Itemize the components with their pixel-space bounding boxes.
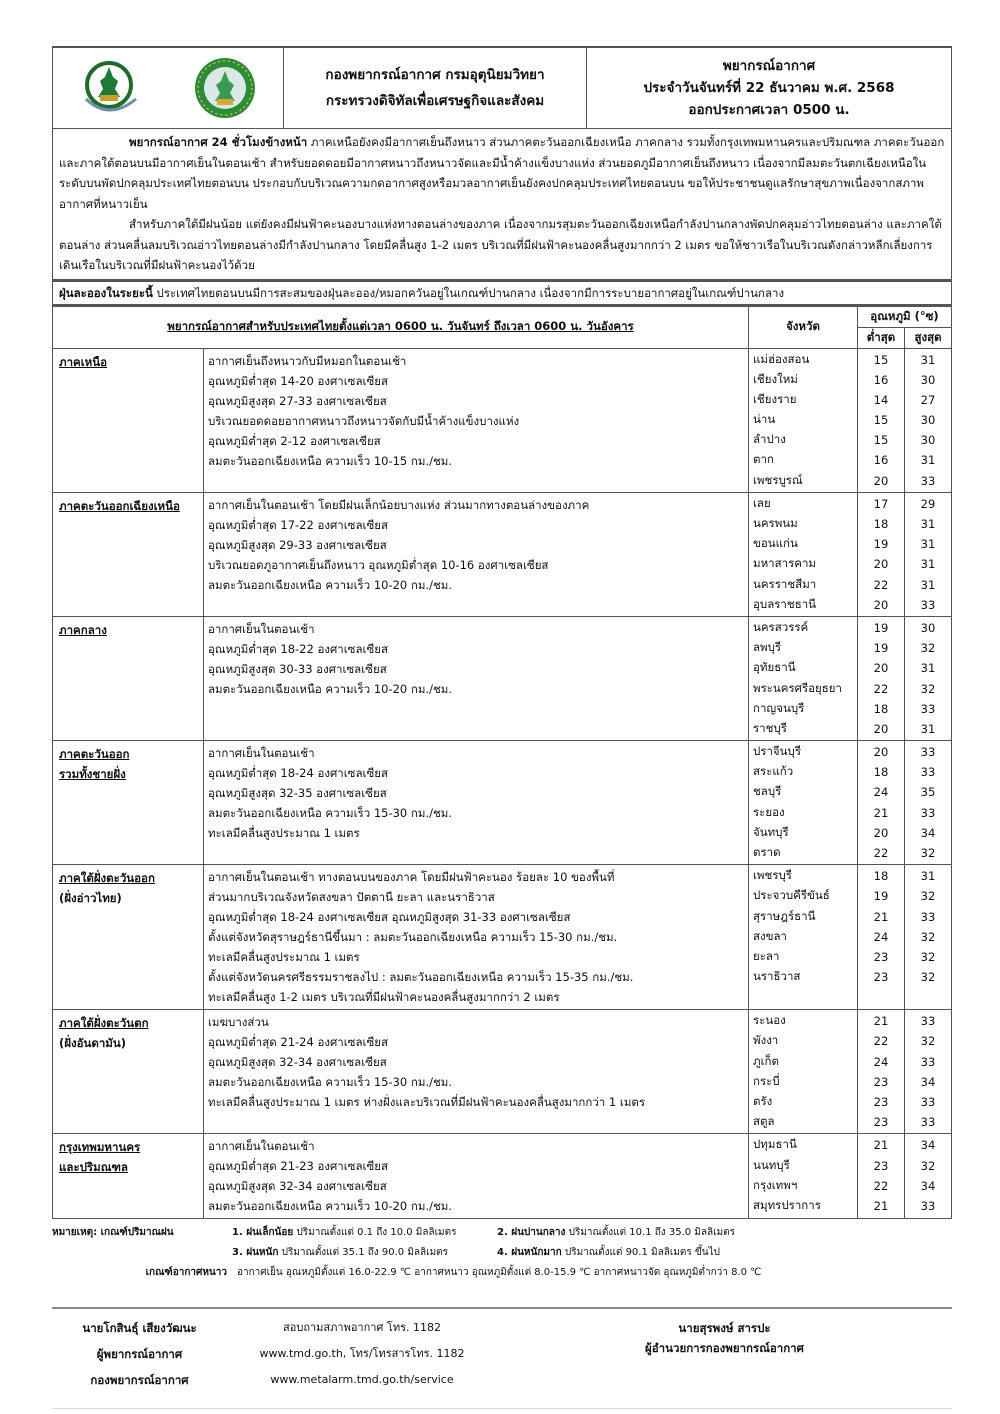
min-temp: 24 xyxy=(873,1054,889,1069)
min-temp: 23 xyxy=(873,1094,889,1109)
description-line: อุณหภูมิสูงสุด 27-33 องศาเซลเซียส xyxy=(208,393,387,408)
province-name: ระนอง xyxy=(753,1013,786,1028)
forecast-document xyxy=(52,46,952,1283)
description-line: อุณหภูมิต่ำสุด 18-24 องศาเซลเซียส อุณหภูมิสูงสุด 31-33 องศาเซลเซียส xyxy=(208,910,571,925)
region-row xyxy=(53,616,952,740)
province-name: เพชรบูรณ์ xyxy=(753,472,803,487)
min-temp-column xyxy=(858,492,905,616)
province-name: ภูเก็ต xyxy=(753,1053,779,1068)
description-line: ลมตะวันออกเฉียงเหนือ ความเร็ว 10-20 กม./ชม. xyxy=(208,1199,453,1214)
max-temp: 33 xyxy=(920,1198,936,1213)
forecast-table xyxy=(52,305,952,1220)
description-line: อุณหภูมิสูงสุด 32-34 องศาเซลเซียส xyxy=(208,1055,387,1070)
region-row xyxy=(53,1134,952,1219)
description-line: อุณหภูมิสูงสุด 30-33 องศาเซลเซียส xyxy=(208,661,387,676)
province-name: สุราษฎร์ธานี xyxy=(753,908,816,923)
province-name: ตราด xyxy=(753,845,781,859)
province-name: ยะลา xyxy=(753,948,780,963)
description-line: ตั้งแต่จังหวัดนครศรีธรรมราชลงไป : ลมตะวันออกเฉียงเหนือ ความเร็ว 15-35 กม./ชม. xyxy=(208,970,634,985)
rain-level-4 xyxy=(497,1243,720,1263)
description-line: อุณหภูมิต่ำสุด 18-22 องศาเซลเซียส xyxy=(208,641,389,656)
max-temp: 30 xyxy=(920,372,936,387)
contact-service-link[interactable]: www.metalarm.tmd.go.th/service xyxy=(270,1373,454,1386)
province-name: ประจวบคีรีขันธ์ xyxy=(753,888,830,903)
min-temp-column xyxy=(858,865,905,1010)
max-temp: 32 xyxy=(920,970,936,985)
max-temp-column xyxy=(905,492,952,616)
province-name: สตูล xyxy=(753,1114,775,1129)
description-line: อากาศเย็นในตอนเช้า ทางตอนบนของภาค โดยมีฝนฟ้าคะนอง ร้อยละ 10 ของพื้นที่ xyxy=(208,870,615,885)
province-name: อุทัยธานี xyxy=(753,660,796,675)
province-name: ตาก xyxy=(753,452,774,467)
rain-level-2 xyxy=(497,1223,735,1243)
max-temp: 31 xyxy=(920,557,936,572)
min-temp: 21 xyxy=(873,1014,889,1029)
tmd-seal-logo xyxy=(192,55,258,121)
province-name-column xyxy=(749,1134,858,1219)
description-line: อากาศเย็นในตอนเช้า โดยมีฝนเล็กน้อยบางแห่ง ส่วนมากทางตอนล่างของภาค xyxy=(208,497,590,512)
province-name: ปราจีนบุรี xyxy=(753,744,802,759)
description-line: อุณหภูมิสูงสุด 32-35 องศาเซลเซียส xyxy=(208,786,387,801)
organization-name: กองพยากรณ์อากาศ กรมอุตุนิยมวิทยา xyxy=(325,67,545,83)
province-name: นครราชสีมา xyxy=(753,576,817,591)
max-temp: 33 xyxy=(920,473,936,488)
region-name-line: (ฝั่งอันดามัน) xyxy=(59,1036,127,1051)
min-temp: 19 xyxy=(873,889,889,904)
description-line: อุณหภูมิต่ำสุด 14-20 องศาเซลเซียส xyxy=(208,373,389,388)
signature-footer xyxy=(52,1307,952,1393)
province-name: ลพบุรี xyxy=(753,640,782,655)
province-name: อุบลราชธานี xyxy=(753,596,817,611)
min-temp: 23 xyxy=(873,970,889,985)
min-temp: 20 xyxy=(873,597,889,612)
contact-website[interactable]: www.tmd.go.th, โทร/โทรสารโทร. 1182 xyxy=(259,1347,465,1360)
description-line: ลมตะวันออกเฉียงเหนือ ความเร็ว 10-20 กม./ชม. xyxy=(208,577,453,592)
description-line: ทะเลมีคลื่นสูงประมาณ 1 เมตร ห่างฝั่งและบริเวณที่มีฝนฟ้าคะนองคลื่นสูงมากกว่า 1 เมตร xyxy=(208,1095,646,1110)
forecaster-block xyxy=(52,1315,227,1393)
rain-level-1-label: 1. ฝนเล็กน้อย xyxy=(232,1227,294,1239)
max-temp-column xyxy=(905,348,952,492)
max-temp: 30 xyxy=(920,413,936,428)
province-name: นนทบุรี xyxy=(753,1157,790,1172)
province-column-header: จังหวัด xyxy=(749,306,858,349)
province-name-column xyxy=(749,348,858,492)
rain-criteria-label: หมายเหตุ: เกณฑ์ปริมาณฝน xyxy=(52,1227,174,1239)
min-temp: 18 xyxy=(873,765,889,780)
min-temp: 22 xyxy=(873,577,889,592)
description-line: อากาศเย็นในตอนเช้า xyxy=(208,621,315,636)
max-temp: 30 xyxy=(920,620,936,635)
summary-section xyxy=(52,129,952,280)
province-name: ตรัง xyxy=(753,1093,773,1108)
min-temp: 22 xyxy=(873,681,889,696)
region-name xyxy=(53,1010,204,1134)
province-name: ระยอง xyxy=(753,804,785,819)
province-name: นครพนม xyxy=(753,516,798,530)
max-temp: 34 xyxy=(920,1178,936,1193)
forecaster-role: ผู้พยากรณ์อากาศ xyxy=(96,1347,183,1361)
region-description xyxy=(204,1010,749,1134)
max-temp: 33 xyxy=(920,1115,936,1130)
ministry-seal-logo xyxy=(78,55,144,121)
region-name xyxy=(53,348,204,492)
region-row xyxy=(53,865,952,1010)
description-line: อุณหภูมิสูงสุด 32-34 องศาเซลเซียส xyxy=(208,1179,387,1194)
max-temp: 34 xyxy=(920,1138,936,1153)
province-name: มหาสารคาม xyxy=(753,556,817,571)
province-name: พระนครศรีอยุธยา xyxy=(753,680,843,695)
province-name: เชียงใหม่ xyxy=(753,371,798,386)
description-line: อุณหภูมิต่ำสุด 2-12 องศาเซลเซียส xyxy=(208,433,381,448)
region-description xyxy=(204,865,749,1010)
max-temp: 31 xyxy=(920,537,936,552)
max-temp-column xyxy=(905,616,952,740)
min-temp: 18 xyxy=(873,517,889,531)
forecaster-name: นายโกสินธุ์ เสียงวัฒนะ xyxy=(82,1321,197,1335)
region-description xyxy=(204,348,749,492)
max-temp: 33 xyxy=(920,597,936,612)
min-temp: 20 xyxy=(873,825,889,840)
description-line: อุณหภูมิสูงสุด 29-33 องศาเซลเซียส xyxy=(208,537,387,552)
max-temp: 34 xyxy=(920,825,936,840)
description-line: อุณหภูมิต่ำสุด 21-24 องศาเซลเซียส xyxy=(208,1035,389,1050)
min-temp-header: ต่ำสุด xyxy=(858,327,905,348)
max-temp: 31 xyxy=(920,352,936,367)
region-name-line: กรุงเทพมหานคร xyxy=(59,1140,141,1155)
province-name: พังงา xyxy=(753,1033,779,1048)
min-temp: 20 xyxy=(873,721,889,736)
director-name: นายสุรพงษ์ สารปะ xyxy=(678,1321,771,1335)
region-row xyxy=(53,492,952,616)
region-description xyxy=(204,741,749,865)
region-description xyxy=(204,1134,749,1219)
province-name: เพชรบุรี xyxy=(753,868,792,883)
director-block xyxy=(497,1315,952,1393)
min-temp: 18 xyxy=(873,869,889,884)
document-header xyxy=(52,46,952,129)
max-temp: 33 xyxy=(920,805,936,820)
region-name-line: และปริมณฑล xyxy=(59,1160,128,1175)
region-name xyxy=(53,1134,204,1219)
province-name: ชลบุรี xyxy=(753,784,782,799)
province-name-column xyxy=(749,616,858,740)
province-name: สงขลา xyxy=(753,928,788,943)
min-temp: 19 xyxy=(873,537,889,552)
province-name: กรุงเทพฯ xyxy=(753,1177,798,1192)
min-temp: 19 xyxy=(873,641,889,656)
min-temp: 23 xyxy=(873,1074,889,1089)
summary-paragraph-2: สำหรับภาคใต้มีฝนน้อย แต่ยังคงมีฝนฟ้าคะนองบางแห่งทางตอนล่างของภาค เนื่องจากมรสุมตะวันออกเฉียงเหนือกำลังปานกลางพัดปกคลุมอ่าวไทยตอนล่าง และภาคใต้ตอนล่าง ส่วนคลื่นลมบริเวณอ่าวไทยตอนล่างมีกำลังปานกลาง โดยมีคลื่นสูง 1-2 เมตร บริเวณที่มีฝนฟ้าคะนองคลื่นสูงมากกว่า 2 เมตร ขอให้ชาวเรือในบริเวณดังกล่าวหลีกเลี่ยงการเดินเรือในบริเวณที่มีฝนฟ้าคะนองไว้ด้วย xyxy=(59,217,942,272)
max-temp: 35 xyxy=(920,785,936,800)
min-temp: 22 xyxy=(873,846,889,860)
logos-cell xyxy=(53,47,284,129)
description-line: อุณหภูมิต่ำสุด 18-24 องศาเซลเซียส xyxy=(208,766,389,781)
description-line: ลมตะวันออกเฉียงเหนือ ความเร็ว 10-20 กม./ชม. xyxy=(208,681,453,696)
max-temp: 33 xyxy=(920,765,936,780)
rain-level-4-range: ปริมาณตั้งแต่ 90.1 มิลลิเมตร ขึ้นไป xyxy=(564,1247,720,1259)
min-temp: 20 xyxy=(873,661,889,676)
max-temp: 32 xyxy=(920,641,936,656)
description-line: อุณหภูมิต่ำสุด 17-22 องศาเซลเซียส xyxy=(208,517,389,532)
dust-lead: ฝุ่นละอองในระยะนี้ xyxy=(59,285,153,300)
rain-level-3 xyxy=(232,1243,497,1263)
min-temp-column xyxy=(858,741,905,865)
max-temp: 33 xyxy=(920,745,936,760)
rain-level-3-range: ปริมาณตั้งแต่ 35.1 ถึง 90.0 มิลลิเมตร xyxy=(281,1247,449,1259)
region-name-line: รวมทั้งชายฝั่ง xyxy=(59,767,126,782)
min-temp: 24 xyxy=(873,929,889,944)
province-name: ขอนแก่น xyxy=(753,536,798,551)
min-temp: 21 xyxy=(873,1198,889,1213)
notes-section xyxy=(52,1223,952,1283)
province-name: ปทุมธานี xyxy=(753,1137,797,1152)
region-name-line: ภาคใต้ฝั่งตะวันออก xyxy=(59,871,155,886)
province-name: กระบี่ xyxy=(753,1073,780,1088)
contact-phone: สอบถามสภาพอากาศ โทร. 1182 xyxy=(283,1321,441,1334)
issue-time: ออกประกาศเวลา 0500 น. xyxy=(688,102,850,118)
province-name-column xyxy=(749,1010,858,1134)
province-name: สมุทรปราการ xyxy=(753,1197,821,1212)
province-name: ราชบุรี xyxy=(753,720,787,735)
region-name-line: (ฝั่งอ่าวไทย) xyxy=(59,891,122,906)
region-row xyxy=(53,348,952,492)
min-temp-column xyxy=(858,616,905,740)
description-line: ส่วนมากบริเวณจังหวัดสงขลา ปัตตานี ยะลา และนราธิวาส xyxy=(208,890,495,905)
rain-level-2-range: ปริมาณตั้งแต่ 10.1 ถึง 35.0 มิลลิเมตร xyxy=(568,1227,736,1239)
ministry-name: กระทรวงดิจิทัลเพื่อเศรษฐกิจและสังคม xyxy=(325,93,545,109)
dust-text: ประเทศไทยตอนบนมีการสะสมของฝุ่นละออง/หมอกควันอยู่ในเกณฑ์ปานกลาง เนื่องจากมีการระบายอากาศอยู่ในเกณฑ์ปานกลาง xyxy=(156,285,785,300)
region-name xyxy=(53,616,204,740)
dust-section xyxy=(52,280,952,305)
description-line: บริเวณยอดภูอากาศเย็นถึงหนาว อุณหภูมิต่ำสุด 10-16 องศาเซลเซียส xyxy=(208,557,549,572)
min-temp: 20 xyxy=(873,745,889,760)
title-cell xyxy=(587,47,952,129)
max-temp: 31 xyxy=(920,721,936,736)
min-temp: 15 xyxy=(873,413,889,428)
rain-level-4-label: 4. ฝนหนักมาก xyxy=(497,1247,562,1259)
min-temp: 21 xyxy=(873,1138,889,1153)
region-name xyxy=(53,865,204,1010)
min-temp: 23 xyxy=(873,1115,889,1130)
rain-level-3-label: 3. ฝนหนัก xyxy=(232,1247,279,1259)
description-line: ลมตะวันออกเฉียงเหนือ ความเร็ว 10-15 กม./ชม. xyxy=(208,453,453,468)
min-temp: 15 xyxy=(873,352,889,367)
min-temp: 16 xyxy=(873,372,889,387)
min-temp: 15 xyxy=(873,433,889,448)
max-temp: 31 xyxy=(920,453,936,468)
min-temp-column xyxy=(858,348,905,492)
min-temp: 16 xyxy=(873,453,889,468)
description-line: อุณหภูมิต่ำสุด 21-23 องศาเซลเซียส xyxy=(208,1159,389,1174)
max-temp-column xyxy=(905,1010,952,1134)
max-temp: 27 xyxy=(920,392,936,407)
max-temp-column xyxy=(905,865,952,1010)
max-temp-column xyxy=(905,1134,952,1219)
min-temp: 18 xyxy=(873,701,889,716)
max-temp: 32 xyxy=(920,846,936,860)
max-temp: 33 xyxy=(920,701,936,716)
min-temp: 23 xyxy=(873,949,889,964)
summary-paragraph-1 xyxy=(59,132,945,214)
forecast-regions xyxy=(53,348,952,1219)
description-line: บริเวณยอดดอยอากาศหนาวถึงหนาวจัดกับมีน้ำค้างแข็งบางแห่ง xyxy=(208,413,520,428)
min-temp-column xyxy=(858,1010,905,1134)
province-name: เลย xyxy=(753,495,771,510)
region-name xyxy=(53,492,204,616)
region-description xyxy=(204,492,749,616)
max-temp: 31 xyxy=(920,661,936,676)
description-line: ลมตะวันออกเฉียงเหนือ ความเร็ว 15-30 กม./ชม. xyxy=(208,1075,453,1090)
max-temp: 32 xyxy=(920,889,936,904)
min-temp: 14 xyxy=(873,392,889,407)
max-temp: 32 xyxy=(920,1158,936,1173)
max-temp: 33 xyxy=(920,1014,936,1029)
max-temp: 31 xyxy=(920,517,936,531)
rain-level-2-label: 2. ฝนปานกลาง xyxy=(497,1227,566,1239)
max-temp: 32 xyxy=(920,949,936,964)
description-line: ลมตะวันออกเฉียงเหนือ ความเร็ว 15-30 กม./ชม. xyxy=(208,806,453,821)
cold-criteria-text: อากาศเย็น อุณหภูมิตั้งแต่ 16.0-22.9 ℃ อากาศหนาว อุณหภูมิตั้งแต่ 8.0-15.9 ℃ อากาศหนาวจัด อุณหภูมิต่ำกว่า 8.0 ℃ xyxy=(237,1267,762,1279)
max-temp: 31 xyxy=(920,869,936,884)
description-line: เมฆบางส่วน xyxy=(208,1015,269,1030)
min-temp: 23 xyxy=(873,1158,889,1173)
province-name: นครสวรรค์ xyxy=(753,619,809,634)
summary-text-1: ภาคเหนือยังคงมีอากาศเย็นถึงหนาว ส่วนภาคตะวันออกเฉียงเหนือ ภาคกลาง รวมทั้งกรุงเทพมหานครและปริมณฑล ภาคตะวันออก และภาคใต้ตอนบนมีอากาศเย็นในตอนเช้า สำหรับยอดดอยมีอากาศหนาวถึงหนาวจัดและมีน้ำค้างแข็งบางแห่ง ส่วนยอดภูมีอากาศเย็นถึงหนาว เนื่องจากมีลมตะวันตกเฉียงเหนือในระดับบนพัดปกคลุมประเทศไทยตอนบน ประกอบกับบริเวณความกดอากาศสูงหรือมวลอากาศเย็นยังคงปกคลุมประเทศไทยตอนบน ขอให้ประชาชนดูแลรักษาสุขภาพเนื่องจากสภาพอากาศที่หนาวเย็น xyxy=(59,135,945,211)
region-description xyxy=(204,616,749,740)
rain-level-1 xyxy=(232,1223,497,1243)
description-line: อากาศเย็นในตอนเช้า xyxy=(208,746,315,761)
region-name-line: ภาคตะวันออกเฉียงเหนือ xyxy=(59,498,180,513)
temperature-column-header: อุณหภูมิ (°ซ) xyxy=(858,306,952,328)
min-temp-column xyxy=(858,1134,905,1219)
max-temp: 33 xyxy=(920,1054,936,1069)
min-temp: 22 xyxy=(873,1178,889,1193)
region-name xyxy=(53,741,204,865)
rain-level-1-range: ปริมาณตั้งแต่ 0.1 ถึง 10.0 มิลลิเมตร xyxy=(296,1227,457,1239)
cold-criteria-label: เกณฑ์อากาศหนาว xyxy=(145,1267,227,1279)
forecaster-department: กองพยากรณ์อากาศ xyxy=(90,1373,189,1387)
min-temp: 22 xyxy=(873,1034,889,1049)
min-temp: 20 xyxy=(873,473,889,488)
min-temp: 19 xyxy=(873,620,889,635)
description-line: ทะเลมีคลื่นสูง 1-2 เมตร บริเวณที่มีฝนฟ้าคะนองคลื่นสูงมากกว่า 2 เมตร xyxy=(208,990,560,1005)
description-line: ทะเลมีคลื่นสูงประมาณ 1 เมตร xyxy=(208,950,360,965)
region-name-line: ภาคเหนือ xyxy=(59,354,108,369)
min-temp: 21 xyxy=(873,805,889,820)
province-name: แม่ฮ่องสอน xyxy=(753,351,810,366)
province-name: กาญจนบุรี xyxy=(753,700,805,715)
max-temp: 32 xyxy=(920,1034,936,1049)
description-line: ตั้งแต่จังหวัดสุราษฎร์ธานีขึ้นมา : ลมตะวันออกเฉียงเหนือ ความเร็ว 15-30 กม./ชม. xyxy=(208,930,618,945)
max-temp: 33 xyxy=(920,909,936,924)
description-line: อากาศเย็นถึงหนาวกับมีหมอกในตอนเช้า xyxy=(208,353,407,368)
max-temp: 32 xyxy=(920,681,936,696)
max-temp-header: สูงสุด xyxy=(905,327,952,348)
province-name-column xyxy=(749,741,858,865)
description-line: ทะเลมีคลื่นสูงประมาณ 1 เมตร xyxy=(208,826,360,841)
document-date: ประจำวันจันทร์ที่ 22 ธันวาคม พ.ศ. 2568 xyxy=(643,80,895,96)
province-name: เชียงราย xyxy=(753,391,797,406)
max-temp: 32 xyxy=(920,929,936,944)
region-row xyxy=(53,1010,952,1134)
max-temp: 34 xyxy=(920,1074,936,1089)
province-name: สระแก้ว xyxy=(753,764,794,779)
province-name: น่าน xyxy=(753,412,776,427)
summary-lead: พยากรณ์อากาศ 24 ชั่วโมงข้างหน้า xyxy=(129,135,308,149)
province-name: จันทบุรี xyxy=(753,824,789,839)
contact-block xyxy=(227,1315,497,1393)
min-temp: 21 xyxy=(873,909,889,924)
max-temp: 31 xyxy=(920,577,936,592)
director-role: ผู้อำนวยการกองพยากรณ์อากาศ xyxy=(645,1341,804,1355)
province-name-column xyxy=(749,865,858,1010)
max-temp-column xyxy=(905,741,952,865)
min-temp: 24 xyxy=(873,785,889,800)
max-temp: 29 xyxy=(920,496,936,511)
max-temp: 30 xyxy=(920,433,936,448)
max-temp: 33 xyxy=(920,1094,936,1109)
min-temp: 20 xyxy=(873,557,889,572)
region-row xyxy=(53,741,952,865)
province-name: ลำปาง xyxy=(753,432,786,447)
description-line: อากาศเย็นในตอนเช้า xyxy=(208,1139,315,1154)
province-name: นราธิวาส xyxy=(753,969,801,984)
region-name-line: ภาคกลาง xyxy=(59,622,107,637)
region-name-line: ภาคใต้ฝั่งตะวันตก xyxy=(59,1016,149,1031)
region-name-line: ภาคตะวันออก xyxy=(59,747,130,762)
page-bottom-divider xyxy=(52,1408,952,1409)
min-temp: 17 xyxy=(873,496,889,511)
document-title: พยากรณ์อากาศ xyxy=(722,58,816,74)
province-name-column xyxy=(749,492,858,616)
organization-cell xyxy=(284,47,587,129)
forecast-table-heading: พยากรณ์อากาศสำหรับประเทศไทยตั้งแต่เวลา 0600 น. วันจันทร์ ถึงเวลา 0600 น. วันอังคาร xyxy=(53,306,749,349)
